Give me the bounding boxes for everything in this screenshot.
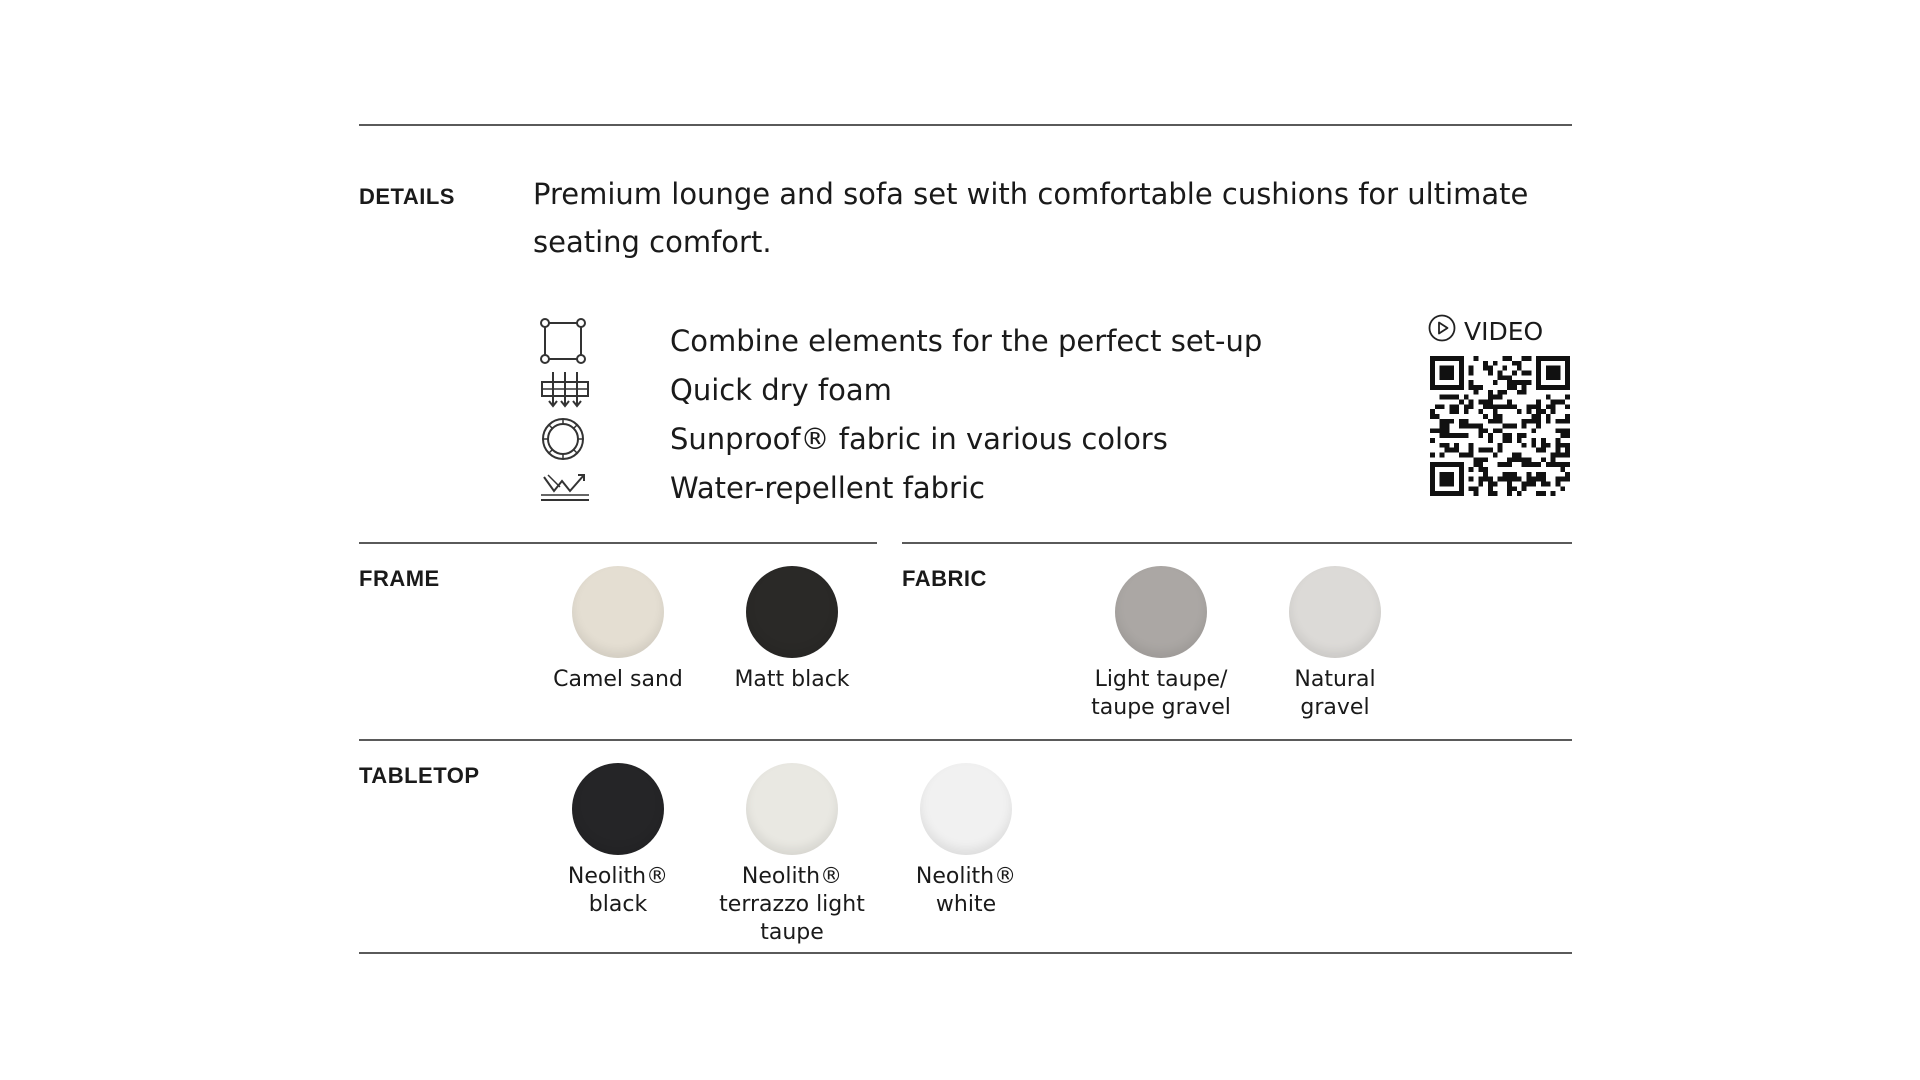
- video-link[interactable]: [1428, 314, 1543, 348]
- frame-label: FRAME: [359, 566, 440, 591]
- tabletop-divider: [359, 739, 1572, 741]
- details-description: Premium lounge and sofa set with comfortable cushions for ultimate seating comfort.: [533, 177, 1529, 259]
- swatch-circle: [1115, 566, 1207, 658]
- qr-code-icon[interactable]: [1430, 356, 1570, 496]
- swatch-label: Camel sand: [553, 667, 683, 692]
- tabletop-option-neolith-terrazzo[interactable]: [717, 763, 867, 947]
- bottom-divider: [359, 952, 1572, 954]
- feature-item: [540, 414, 1262, 463]
- tabletop-option-neolith-white[interactable]: [891, 763, 1041, 919]
- swatch-label: Neolith® white: [915, 864, 1017, 917]
- feature-text: Quick dry foam: [670, 372, 892, 407]
- swatch-label: Matt black: [734, 667, 850, 692]
- swatch-label: Light taupe/ taupe gravel: [1091, 667, 1231, 720]
- video-label: VIDEO: [1464, 316, 1544, 346]
- fabric-option-natural-gravel[interactable]: [1260, 566, 1410, 722]
- swatch-circle: [746, 763, 838, 855]
- frame-option-camel-sand[interactable]: [543, 566, 693, 694]
- feature-list: [540, 316, 1262, 512]
- play-circle-icon: [1428, 314, 1456, 348]
- frame-option-matt-black[interactable]: [717, 566, 867, 694]
- swatch-label: Natural gravel: [1294, 667, 1376, 720]
- water-repellent-icon: [540, 465, 592, 511]
- feature-item: [540, 316, 1262, 365]
- fabric-label: FABRIC: [902, 566, 987, 591]
- swatch-circle: [746, 566, 838, 658]
- fabric-divider: [902, 542, 1572, 544]
- feature-item: [540, 463, 1262, 512]
- swatch-circle: [572, 763, 664, 855]
- details-label: DETAILS: [359, 184, 455, 209]
- feature-text: Sunproof® fabric in various colors: [670, 421, 1168, 456]
- sunproof-ring-icon: [540, 416, 592, 462]
- top-divider: [359, 124, 1572, 126]
- swatch-circle: [1289, 566, 1381, 658]
- fabric-option-light-taupe[interactable]: [1086, 566, 1236, 722]
- frame-divider: [359, 542, 877, 544]
- swatch-label: Neolith® black: [567, 864, 669, 917]
- tabletop-option-neolith-black[interactable]: [543, 763, 693, 919]
- swatch-label: Neolith® terrazzo light taupe: [719, 864, 865, 945]
- feature-text: Combine elements for the perfect set-up: [670, 323, 1263, 358]
- feature-text: Water-repellent fabric: [670, 470, 985, 505]
- modular-square-icon: [540, 318, 592, 364]
- feature-item: [540, 365, 1262, 414]
- tabletop-label: TABLETOP: [359, 763, 480, 788]
- quick-dry-foam-icon: [540, 367, 592, 413]
- swatch-circle: [920, 763, 1012, 855]
- swatch-circle: [572, 566, 664, 658]
